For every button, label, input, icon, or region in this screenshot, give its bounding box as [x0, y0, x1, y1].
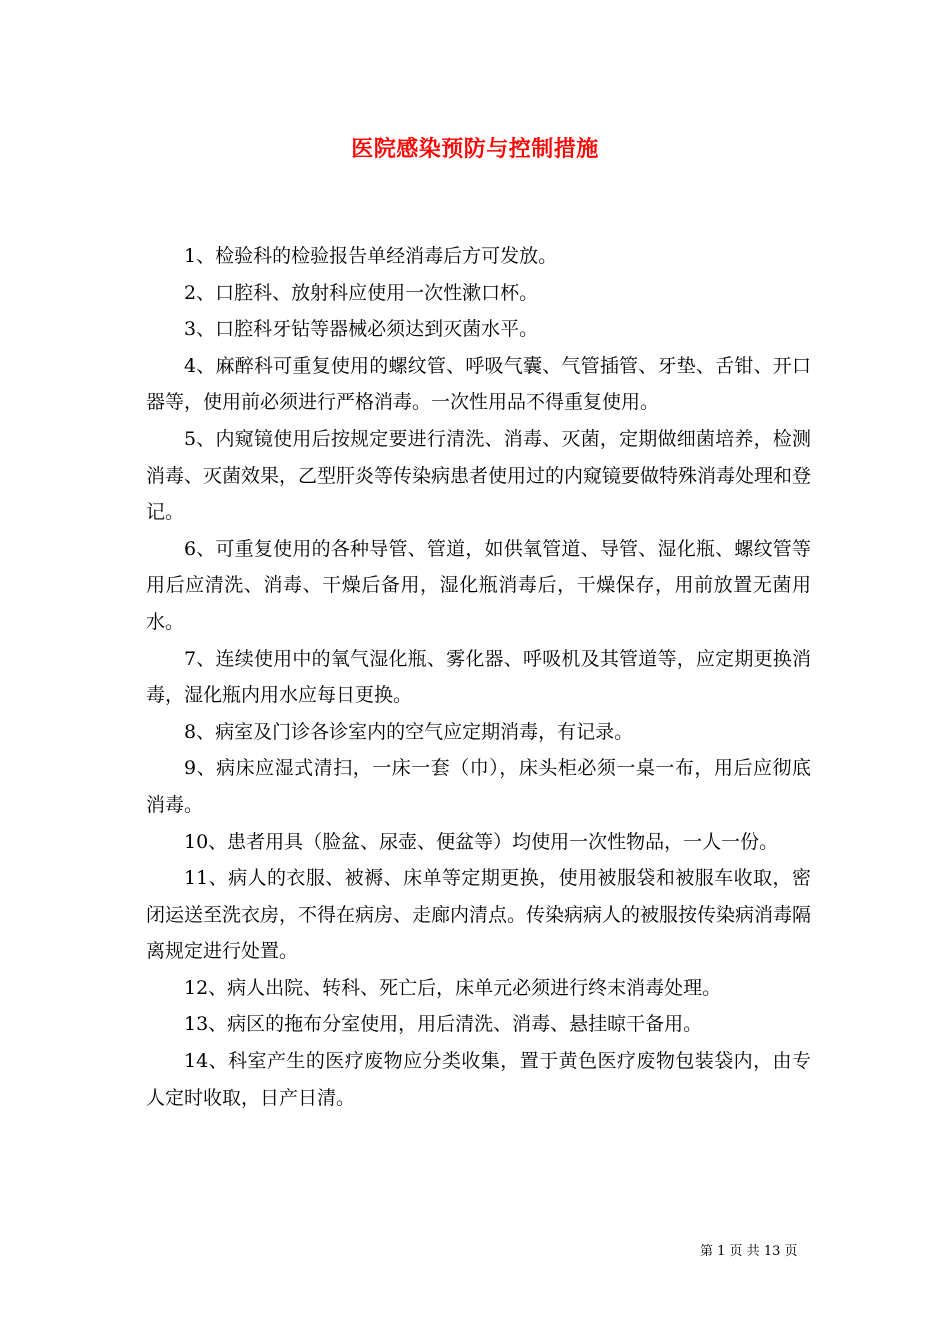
paragraph-3: 3、口腔科牙钻等器械必须达到灭菌水平。: [184, 318, 539, 341]
paragraph-12: 12、病人出院、转科、死亡后，床单元必须进行终末消毒处理。: [184, 976, 722, 999]
paragraph-2: 2、口腔科、放射科应使用一次性漱口杯。: [184, 281, 539, 304]
paragraph-5: 5、内窥镜使用后按规定要进行清洗、消毒、灭菌，定期做细菌培养，检测消毒、灭菌效果，乙型肝炎等传染病患者使用过的内窥镜要做特殊消毒处理和登记。: [146, 427, 812, 524]
document-title: 医院感染预防与控制措施: [351, 136, 599, 162]
paragraph-1: 1、检验科的检验报告单经消毒后方可发放。: [184, 245, 558, 267]
paragraph-6: 6、可重复使用的各种导管、管道，如供氧管道、导管、湿化瓶、螺纹管等用后应清洗、消毒、干燥后备用，湿化瓶消毒后，干燥保存，用前放置无菌用水。: [146, 537, 811, 633]
footer-page-total: 13: [763, 1244, 781, 1259]
paragraph-14: 14、科室产生的医疗废物应分类收集，置于黄色医疗废物包装袋内，由专人定时收取，日产日清。: [146, 1050, 811, 1109]
paragraph-11: 11、病人的衣服、被褥、床单等定期更换，使用被服袋和被服车收取，密闭运送至洗衣房，不得在病房、走廊内清点。传染病病人的被服按传染病消毒隔离规定进行处置。: [146, 867, 812, 963]
paragraph-10: 10、患者用具（脸盆、尿壶、便盆等）均使用一次性物品，一人一份。: [184, 830, 779, 853]
paragraph-4: 4、麻醉科可重复使用的螺纹管、呼吸气囊、气管插管、牙垫、舌钳、开口器等，使用前必须进行严格消毒。一次性用品不得重复使用。: [146, 354, 811, 414]
footer-page-number: 1: [717, 1244, 726, 1259]
footer-middle: 页 共: [725, 1244, 764, 1259]
document-body: [146, 238, 811, 1116]
footer-suffix: 页: [780, 1244, 798, 1259]
paragraph-9: 9、病床应湿式清扫，一床一套（巾），床头柜必须一桌一布，用后应彻底消毒。: [146, 757, 811, 816]
paragraph-8: 8、病室及门诊各诊室内的空气应定期消毒，有记录。: [184, 720, 634, 743]
paragraph-7: 7、连续使用中的氧气湿化瓶、雾化器、呼吸机及其管道等，应定期更换消毒，湿化瓶内用水应每日更换。: [146, 647, 811, 707]
paragraph-13: 13、病区的拖布分室使用，用后清洗、消毒、悬挂晾干备用。: [184, 1013, 703, 1036]
footer-prefix: 第: [700, 1244, 718, 1259]
page-footer: [700, 1240, 798, 1259]
